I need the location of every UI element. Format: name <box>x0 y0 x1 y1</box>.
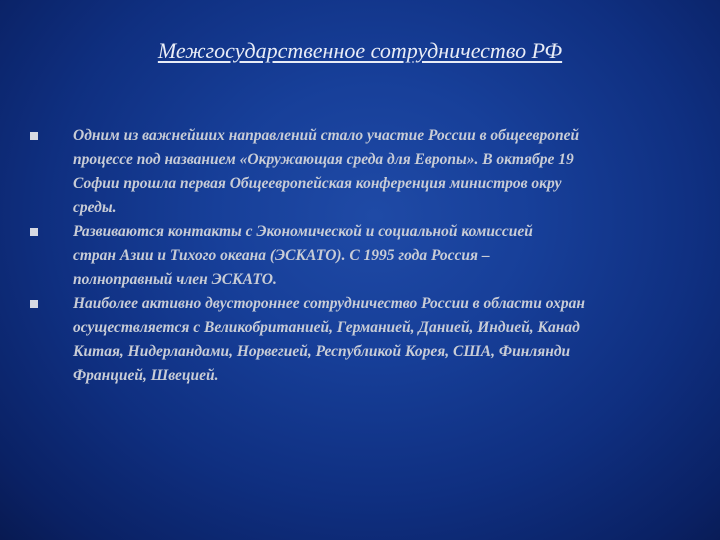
bullet-text-line: осуществляется с Великобританией, Германией, Данией, Индией, Канад <box>73 319 580 336</box>
bullet-text-line: стран Азии и Тихого океана (ЭСКАТО). С 1995 года Россия – <box>73 247 490 264</box>
square-bullet-icon <box>30 132 38 140</box>
bullet-text-line: процессе под названием «Окружающая среда для Европы». В октябре 19 <box>73 151 574 168</box>
bullet-item <box>0 292 720 388</box>
bullet-text-line: Францией, Швецией. <box>73 367 219 384</box>
slide-title: Межгосударственное сотрудничество РФ <box>157 38 563 63</box>
bullet-list <box>0 124 720 388</box>
bullet-item <box>0 124 720 220</box>
bullet-text-line: Наиболее активно двустороннее сотрудничество России в области охран <box>73 295 586 312</box>
bullet-text-line: Развиваются контакты с Экономической и социальной комиссией <box>73 223 533 240</box>
bullet-text-line: Софии прошла первая Общеевропейская конференция министров окру <box>73 175 562 192</box>
bullet-text-line: среды. <box>73 199 117 216</box>
square-bullet-icon <box>30 300 38 308</box>
bullet-item <box>0 220 720 292</box>
bullet-text-line: полноправный член ЭСКАТО. <box>73 271 277 288</box>
square-bullet-icon <box>30 228 38 236</box>
bullet-text-line: Китая, Нидерландами, Норвегией, Республикой Корея, США, Финлянди <box>73 343 571 360</box>
bullet-text-line: Одним из важнейших направлений стало участие России в общеевропей <box>73 127 580 144</box>
